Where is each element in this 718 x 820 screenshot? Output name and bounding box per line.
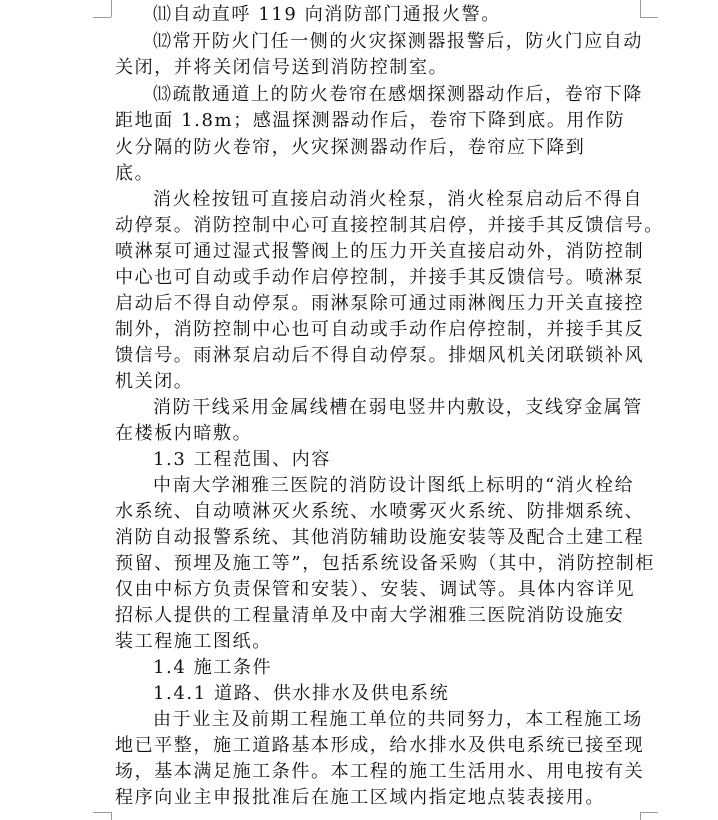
bottom-left-crop-mark [93,812,111,813]
paragraph-first-line: 由于业主及前期工程施工单位的共同努力，本工程施工场 [153,709,643,730]
paragraph-line: 距地面 1.8m；感温探测器动作后，卷帘下降到底。用作防 [115,110,626,131]
paragraph-line: 制外，消防控制中心也可自动或手动作启停控制，并接手其反 [115,319,645,340]
list-item-13: ⒀疏散通道上的防火卷帘在感烟探测器动作后，卷帘下降 [153,84,643,105]
paragraph-line: 仅由中标方负责保管和安装）、安装、调试等。具体内容详见 [115,579,636,600]
top-left-crop-mark [93,17,111,18]
paragraph-first-line: 消火栓按钮可直接启动消火栓泵，消火栓泵启动后不得自 [153,189,643,210]
bottom-right-crop-mark [640,812,658,813]
paragraph-line: 启动后不得自动停泵。雨淋泵除可通过雨淋阀压力开关直接控 [115,293,645,314]
top-left-crop-mark-vertical [111,0,112,17]
section-heading-1-4-1: 1.4.1 道路、供水排水及供电系统 [153,683,450,704]
paragraph-line: 程序向业主申报批准后在施工区域内指定地点装表接用。 [115,787,605,808]
bottom-left-crop-mark-vertical [111,812,112,820]
paragraph-line: 地已平整，施工道路基本形成，给水排水及供电系统已接至现 [115,735,645,756]
paragraph-line: 招标人提供的工程量清单及中南大学湘雅三医院消防设施安 [115,605,625,626]
paragraph-line: 场，基本满足施工条件。本工程的施工生活用水、用电按有关 [115,761,645,782]
bottom-right-crop-mark-vertical [640,812,641,820]
paragraph-line: 馈信号。雨淋泵启动后不得自动停泵。排烟风机关闭联锁补风 [115,345,645,366]
paragraph-first-line: 消防干线采用金属线槽在弱电竖井内敷设，支线穿金属管 [153,397,643,418]
section-heading-1-3: 1.3 工程范围、内容 [153,449,331,470]
paragraph-line: 中心也可自动或手动作启停控制，并接手其反馈信号。喷淋泵 [115,267,645,288]
section-heading-1-4: 1.4 施工条件 [153,657,273,678]
paragraph-line: 动停泵。消防控制中心可直接控制其启停，并接手其反馈信号。 [115,215,664,236]
paragraph-line: 预留、预埋及施工等”，包括系统设备采购（其中，消防控制柜 [115,553,655,574]
paragraph-line: 水系统、自动喷淋灭火系统、水喷雾灭火系统、防排烟系统、 [115,501,645,522]
paragraph-line: 装工程施工图纸。 [115,631,272,652]
paragraph-line: 机关闭。 [115,371,194,392]
paragraph-line: 关闭，并将关闭信号送到消防控制室。 [115,57,449,78]
paragraph-first-line: 中南大学湘雅三医院的消防设计图纸上标明的“消火栓给 [153,475,635,496]
paragraph-line: 火分隔的防火卷帘，火灾探测器动作后，卷帘应下降到 [115,137,586,158]
paragraph-line: 喷淋泵可通过湿式报警阀上的压力开关直接启动外，消防控制 [115,241,645,262]
paragraph-line: 在楼板内暗敷。 [115,423,253,444]
list-item-11: ⑾自动直呼 119 向消防部门通报火警。 [153,4,501,25]
paragraph-line: 消防自动报警系统、其他消防辅助设施安装等及配合土建工程 [115,527,645,548]
paragraph-line: 底。 [115,163,155,184]
list-item-12: ⑿常开防火门任一侧的火灾探测器报警后，防火门应自动 [153,31,643,52]
